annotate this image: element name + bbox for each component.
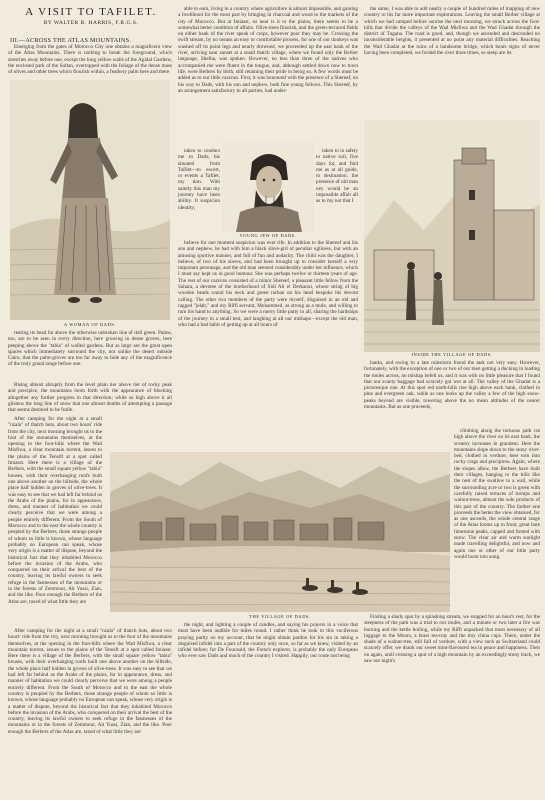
col1-low-text — [8, 382, 172, 414]
col2-bottom-text — [178, 622, 358, 796]
paragraph: Emerging from the gates of Morocco City one obtains a magnificent view of the Atlas Mountains. There is nothing to break the foreground, which stretches away before one, except the long yellow walls of the Agidal Gardens, the enclosed park of the Sultan, overtopped with the foliage of the dense mass of olives and other trees which flourish within, a feathery palm here and there — [8, 44, 172, 76]
inside-village-illustration — [364, 120, 540, 352]
col3-top-text — [364, 6, 540, 118]
paragraph: the night, and lighting a couple of candles, and saying his prayers in a voice that must have been audible for miles round. I rather think he took to this vociferous praying partly on my account, that he might obtain pardon for his sin in taking a disguised infidel into a part of the country only once, so far as we knew, visited by an infidel before; for De Foucauld, the French explorer, is probably the only European who ever saw Dads and much of the country I visited. Happily, our route not being — [178, 622, 358, 660]
col3-bottom-text — [364, 614, 540, 796]
young-jew-illustration — [222, 140, 314, 232]
paragraph: Rising almost abruptly from the level plain tier above tier of rocky peak and precipice, the mountains loom forth with the appearance of blocking altogether any further progress in that direction; while so high above it all glistens the long line of snow that one almost doubts of attempting a passage that seems destined to be futile. — [8, 382, 172, 414]
village-of-dads-illustration — [110, 452, 450, 612]
woman-of-dads-illustration — [10, 80, 170, 320]
section-heading: III.—ACROSS THE ATLAS MOUNTAINS. — [10, 37, 132, 44]
col2-right-narrow — [316, 148, 358, 238]
paragraph: rearing its head far above the otherwise unbroken line of dull green. Palms, too, are to be seen in every direction, here growing in dense groves, here peeping above the "tabia" of walled gardens. But as large are the great open spaces which immediately surround the city, not unlike the desert outside Cairo, that the palm-groves are too far away to hide any of the magnificence of the truly grand range before one. — [8, 330, 172, 368]
col3-side-text — [454, 428, 540, 612]
paragraph: banks, and owing to a late rainstorm found the task not very easy. However, fortunately, with the exception of one or two of our men getting a ducking in loading the mules across, no mishap befell us, and it was with no little pleasure that I found that our scanty baggage had scarcely got wet at all. The valley of the Ghadat is a picturesque one. At this spot red earth-hills rise high above each bank, clothed in pine and evergreen oak, while as one looks up the valley a few of the high snow-peaks beyond are visible, towering above the no mean altitudes of the nearer mountains. But as one proceeds, — [364, 360, 540, 411]
col3-mid-text — [364, 360, 540, 426]
col1-opening — [8, 44, 172, 84]
jew-caption: YOUNG JEW OF DADS. — [239, 233, 297, 238]
paragraph: the same, I was able to add nearly a couple of hundred miles of mapping of new country to his far more important explorations. Leaving the small Berber village at which we had camped before sunrise the next morning, we struck across the foot-hills that divide the valleys of the Wad Misfiwa and the Wad Ghadat through the district of Tugana. The road is good, and, though we ascended and descended no inconsiderable heights, it presented at no point any material difficulties. Reaching the Wad Ghadat at the ruins of a handsome bridge, which bears signs of never having been completed, we forded the river three times, so steep are its — [364, 6, 540, 57]
village-caption: THE VILLAGE OF DADS. — [249, 614, 311, 619]
paragraph: taken to in safety to native soil, five days lot, and find me as at all guide, to destination. the presence of old man ney would be an impossible affair all as to my not that I — [316, 148, 358, 205]
paragraph: able to earn, living in a country where agriculture is almost impossible, and gaining a livelihood for the most part by bringing in charcoal and wood to the markets of the city of Morocco. But at Imiasst, so near is it to the plains, there seems to be a somewhat better condition of affairs. Olive-trees flourish, and the green-terraced fields on either bank of the river speak of crops, however poor they may be. Crossing the swift stream, by no means an easy or comfortable process, for one of our donkeys was washed off its point legs and nearly drowned, we proceeded up the east bank of the river, arriving near sunset at a small thatch village, where we found only the Berber language, Shelha, was spoken. However, no less than three of the natives who accompanied me were fluent in the tongue, and, although settled down now to town life, were Berbers by birth, still retaining their pride in being so. A few words must be added as to our little caravan. First, it was honoured with the presence of a Shereef, on his way to Dads, with his son and nephew, both fine young fellows. This Shereef, by an arrangement satisfactory to all parties, had under- — [178, 6, 358, 94]
paragraph: climbing along the tortuous path cut high above the river on its east bank, the scenery increases in grandeur. Here the mountains slope down to the stony river-bed, clothed in verdure, here torn into rocky crags and precipices. Again, where the slopes allow, the Berbers have built their villages, hanging to the hills like the nest of the swallow to a wall, while the surrounding acre or two is green with carefully raised terraces of turnips and walnut-trees, almost the sole products of this part of the country. The farther one proceeds the better the view obtained, for as one ascends, the whole central range of the Atlas looms up in front, great bare limestone peaks, capped and fretted with snow. The clear air and warm sunlight made travelling delightful, and now and again one or other of our little party would burst into song. — [454, 428, 540, 560]
article-title: A VISIT TO TAFILET. — [25, 6, 157, 18]
col2-rest-text — [178, 240, 358, 452]
woman-caption: A WOMAN OF DADS. — [64, 322, 116, 327]
col1-bottom-text — [8, 628, 172, 796]
paragraph: After camping for the night at a small "nzala" of thatch huts, about two hours' ride from the city, next morning brought us to the foot of the mountains themselves, at the opening in the foot-hills where the Wad Misfiwa, a clear mountain torrent, issues to the plains of the Tensift at a spot called Imiasst. Here there is a village of the Berbers, with the small square yellow "tabia" houses, with their overhanging roofs built one above another on the hillside, the whole place half hidden in groves of olive-trees. It was easy to see that we had left far behind us the Arabs of the plains, for in appearance, dress, and manner of habitation we could clearly perceive that we were among a people entirely different. From the South of Morocco and to the east the whole country is peopled by the Berbers, those strange people of whom so little is known, whose language probably no European can speak, whose very origin is a matter of dispute, beyond the historical fact that they inhabited Morocco before the invasion of the Arabs, who conquered on their arrival the best of the country, leaving its lawful owners to seek refuge in the fastnesses of the mountains or in the forests of Zemmour, Ait Yussi, Zian, and the like. Poor enough the Berbers of the Atlas are, taxed of what little they are — [8, 628, 172, 735]
inside-caption: INSIDE THE VILLAGE OF DADS. — [411, 352, 493, 357]
paragraph: taken to conduct me to Dads, his situated from Tafilet—to escort, or events a Tafilet, my tion. With saintly this man my journey have been ability. It suspicion identity; — [178, 148, 220, 211]
article-byline: BY WALTER B. HARRIS, F.R.G.S. — [43, 20, 139, 26]
paragraph: believe for one moment suspicion was ever rife. In addition to the Shereef and his son and nephew, he had with him a black slave-girl of peculiar ugliness, but with an amusing sportive manner, and full of fun and audacity. The child was the daughter, I believe, of two of his slaves, and had been brought up to consider herself a very important personage, and the old man seemed considerably under her influence, which I must say kept us in good humour. She was perhaps twelve or thirteen years of age. The rest of our caravan consisted of a minor Shereef, a pleasant little fellow from the Sahara, a devotee of the brotherhood of Sidi Ali el Derkaoui, whose string of big wooden beads round his neck and green turban on his head bespoke his devout calling. The other two members of the party were myself, disguised in an old and ragged "jelab," and my Riffi servant, Mohammed, as strong as a mule, and willing to turn his hand to anything. So we were a merry little party in all, sharing the hardships of the journey in a small tent, and laughing at all our mishaps—except the old man, who had a bad habit of getting up at all hours of — [178, 240, 358, 328]
col2-top-text — [178, 6, 358, 146]
paragraph: After camping for the night at a small "nzala" of thatch huts, about two hours' ride from the city, next morning brought us to the foot of the mountains themselves, at the opening in the foot-hills where the Wad Misfiwa, a clear mountain torrent, issues to the plains of the Tensift at a spot called Imiasst. Here there is a village of the Berbers, with the small square yellow "tabia" houses, with their overhanging roofs built one above another on the hillside, the whole place half hidden in groves of olive-trees. It was easy to see that we had left far behind us the Arabs of the plains, for in appearance, dress, and manner of habitation we could clearly perceive that we were among a people entirely different. From the South of Morocco and to the east the whole country is peopled by the Berbers, those strange people of whom so little is known, whose language probably no European can speak, whose very origin is a matter of dispute, beyond the historical fact that they inhabited Morocco before the invasion of the Arabs, who conquered on their arrival the best of the country, leaving its lawful owners to seek refuge in the fastnesses of the mountains or in the forests of Zemmour, Ait Yussi, Zian, and the like. Poor enough the Berbers of the Atlas are, taxed of what little they are — [8, 416, 102, 605]
col1-narrow-text — [8, 416, 102, 626]
col1-mid-text — [8, 330, 172, 380]
col2-left-narrow — [178, 148, 220, 238]
paragraph: Finding a shady spot by a splashing stream, we stopped for an hour's rest, for the steepness of the path was a trial to our mules, and a minute or two later a fire was burning and the kettle boiling, while my Riffi unpacked that most necessary of all luggage to the Moors, a brass tea-tray and the tiny china cups. There, under the shade of a walnut-tree, still full of verdure, with a view such as Switzerland could scarcely offer, we drank our sweet mint-flavoured tea in peace and happiness. Then on again, until crossing a spur of a high mountain by an exceedingly stony track, we saw our night's — [364, 614, 540, 665]
